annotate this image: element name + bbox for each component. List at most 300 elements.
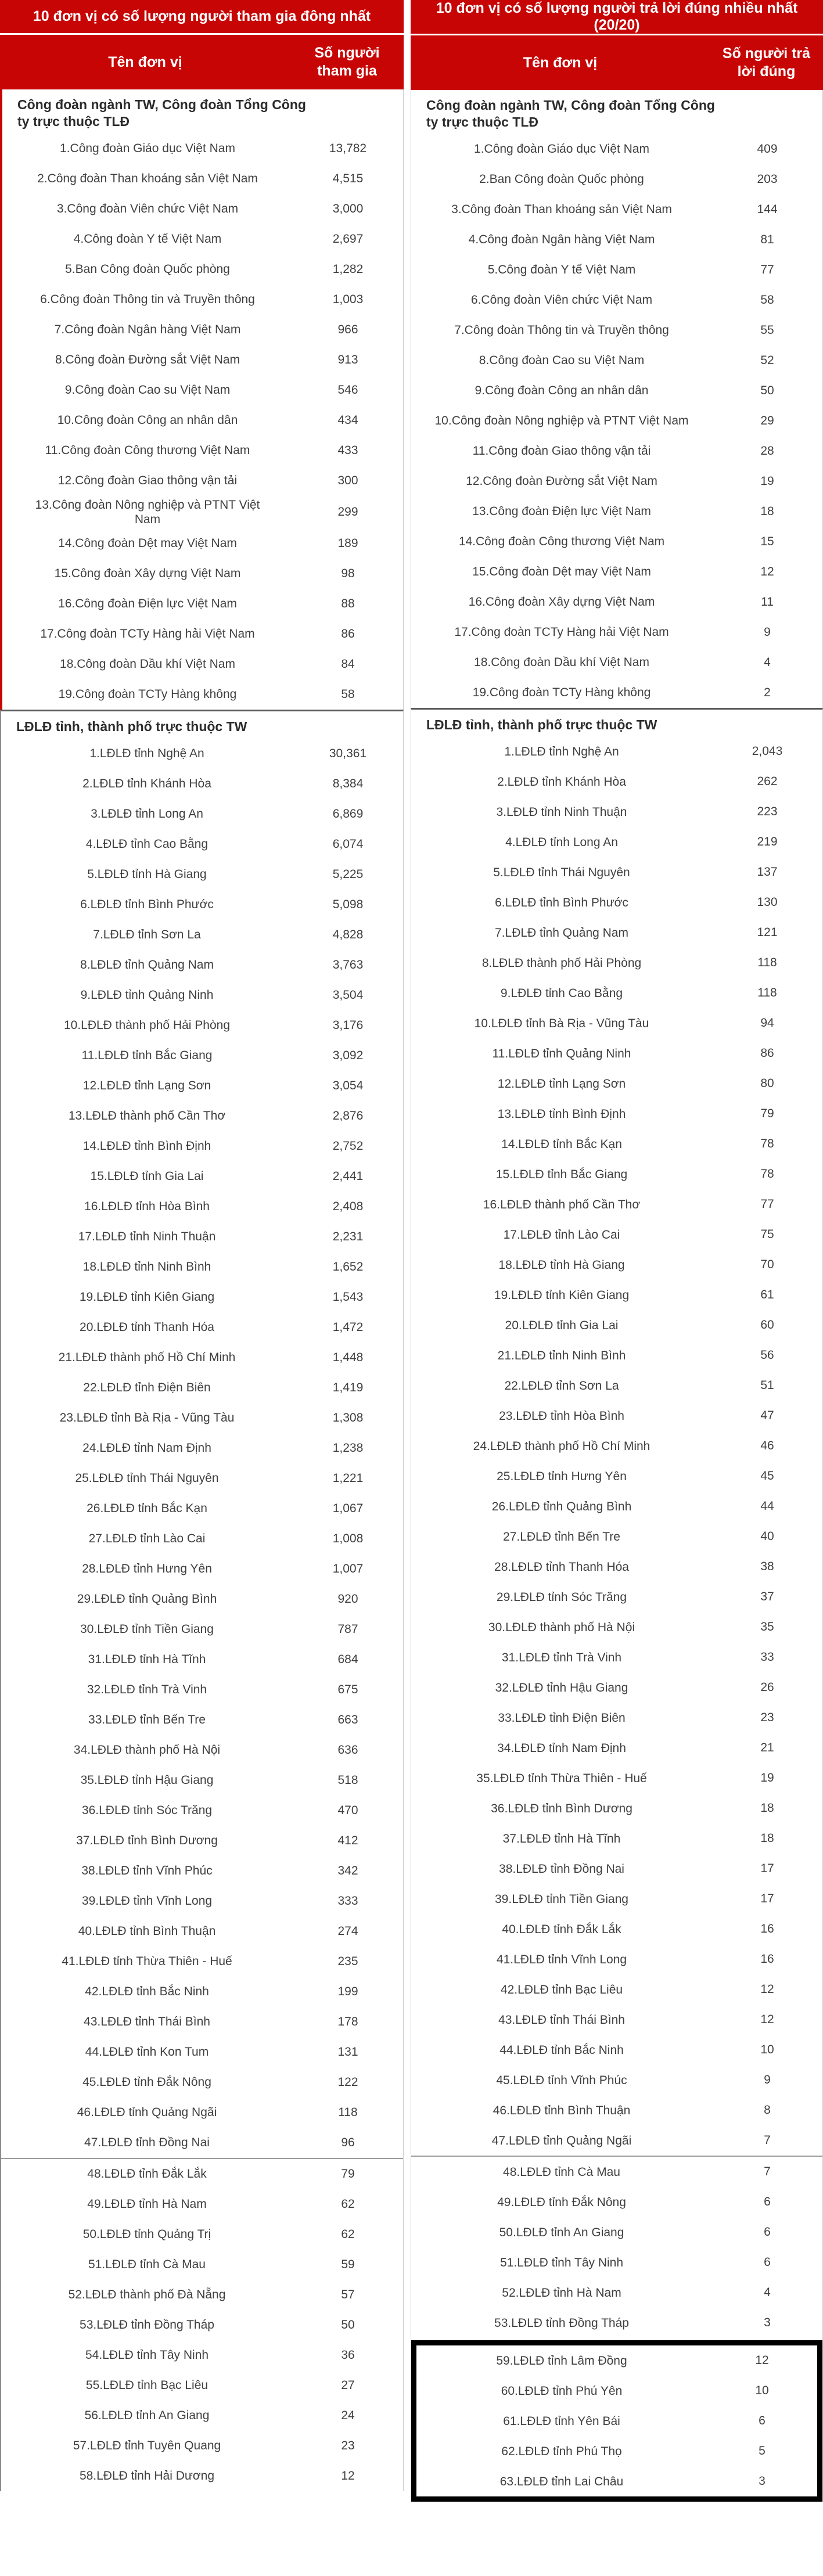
value-cell: 342 <box>337 1863 358 1877</box>
value-cell: 29 <box>760 413 774 427</box>
table-row <box>2 649 403 679</box>
section-rows <box>411 736 822 2338</box>
value-cell: 675 <box>337 1682 358 1696</box>
table-row <box>1 1916 403 1947</box>
value-cell: 56 <box>760 1348 774 1362</box>
value-cell: 2,697 <box>332 232 364 246</box>
value-cell: 6,074 <box>332 837 364 851</box>
value-cell: 118 <box>757 986 777 1000</box>
table-row <box>1 1041 403 1071</box>
value-cell: 70 <box>760 1258 774 1272</box>
value-cell: 920 <box>337 1592 358 1606</box>
unit-name-cell: 63.LĐLĐ tỉnh Lai Châu <box>499 2474 624 2488</box>
unit-name-cell: 4.LĐLĐ tỉnh Cao Bằng <box>85 837 209 851</box>
unit-name-cell: 24.LĐLĐ thành phố Hồ Chí Minh <box>473 1439 651 1453</box>
unit-name-cell: 57.LĐLĐ tỉnh Tuyên Quang <box>73 2439 221 2453</box>
table-row <box>1 799 403 829</box>
value-cell: 2,752 <box>332 1139 364 1153</box>
table-row <box>2 436 403 466</box>
unit-name-cell: 3.LĐLĐ tỉnh Ninh Thuận <box>496 805 627 819</box>
value-cell: 10 <box>755 2384 769 2398</box>
table-row <box>411 2005 822 2035</box>
value-cell: 37 <box>760 1590 774 1604</box>
table-row <box>411 557 822 587</box>
value-cell: 1,652 <box>332 1260 364 1273</box>
table-row <box>1 1343 403 1373</box>
unit-name-cell: 31.LĐLĐ tỉnh Trà Vinh <box>501 1650 622 1664</box>
table-row <box>416 2345 817 2376</box>
value-cell: 16 <box>760 1952 774 1966</box>
value-cell: 3 <box>764 2316 771 2330</box>
column-header-unit-name: Tên đơn vị <box>523 54 598 71</box>
value-cell: 1,221 <box>332 1471 364 1485</box>
unit-name-cell: 17.Công đoàn TCTy Hàng hải Việt Nam <box>454 625 669 639</box>
table-row <box>411 887 822 918</box>
unit-name-cell: 52.LĐLĐ tỉnh Hà Nam <box>502 2286 621 2300</box>
value-cell: 2,043 <box>752 744 783 758</box>
table-row <box>411 948 822 978</box>
column-header-unit-name: Tên đơn vị <box>108 53 182 70</box>
column-header-participant-count: Số người tham gia <box>314 44 380 79</box>
unit-name-cell: 29.LĐLĐ tỉnh Sóc Trăng <box>496 1590 627 1604</box>
unit-name-cell: 44.LĐLĐ tỉnh Bắc Ninh <box>499 2043 624 2057</box>
value-cell: 966 <box>337 322 358 336</box>
table-row <box>411 2278 822 2308</box>
value-cell: 4,828 <box>332 927 364 941</box>
unit-name-cell: 14.LĐLĐ tỉnh Bình Định <box>82 1139 211 1153</box>
unit-name-cell: 19.LĐLĐ tỉnh Kiên Giang <box>494 1288 630 1302</box>
unit-name-cell: 18.Công đoàn Dầu khí Việt Nam <box>60 657 235 671</box>
value-cell: 144 <box>757 202 778 216</box>
unit-name-cell: 42.LĐLĐ tỉnh Bắc Ninh <box>85 1985 209 1999</box>
unit-name-cell: 12.Công đoàn Giao thông vận tải <box>57 473 238 487</box>
table-row <box>411 1370 822 1401</box>
correct-answers-table <box>411 0 823 2502</box>
table-row <box>1 2067 403 2098</box>
value-cell: 1,238 <box>332 1441 364 1455</box>
value-cell: 15 <box>760 534 774 548</box>
table-row <box>1 1765 403 1796</box>
value-cell: 1,003 <box>332 292 364 306</box>
unit-name-cell: 2.Ban Công đoàn Quốc phòng <box>479 172 644 186</box>
table-row <box>1 2007 403 2037</box>
table-row <box>411 857 822 887</box>
table-row <box>1 950 403 980</box>
table-row <box>411 1280 822 1310</box>
table-row <box>1 920 403 950</box>
table-row <box>411 2125 822 2157</box>
value-cell: 12 <box>760 564 774 578</box>
table-row <box>2 194 403 224</box>
table-row <box>1 829 403 859</box>
table-row <box>1 2128 403 2159</box>
table-row <box>411 1974 822 2005</box>
table-row <box>1 1403 403 1433</box>
highlighted-rows <box>416 2345 817 2496</box>
table-row <box>411 285 822 315</box>
table-row <box>411 2187 822 2217</box>
unit-name-cell: 10.LĐLĐ tỉnh Bà Rịa - Vũng Tàu <box>474 1016 649 1030</box>
table-row <box>2 496 403 528</box>
value-cell: 2,408 <box>332 1199 364 1213</box>
unit-name-cell: 9.Công đoàn Công an nhân dân <box>475 383 649 397</box>
value-cell: 6 <box>759 2414 766 2428</box>
value-cell: 684 <box>337 1652 358 1666</box>
value-cell: 2,441 <box>332 1169 364 1183</box>
value-cell: 3,504 <box>332 988 364 1002</box>
table-row <box>411 678 822 708</box>
value-cell: 189 <box>337 536 358 550</box>
table-row <box>2 589 403 619</box>
value-cell: 130 <box>757 895 778 909</box>
unit-name-cell: 5.LĐLĐ tỉnh Thái Nguyên <box>493 865 630 879</box>
table-row <box>1 1645 403 1675</box>
unit-name-cell: 23.LĐLĐ tỉnh Bà Rịa - Vũng Tàu <box>59 1411 235 1425</box>
table-row <box>411 164 822 195</box>
value-cell: 3,092 <box>332 1048 364 1062</box>
table-row <box>1 2098 403 2128</box>
value-cell: 45 <box>760 1469 774 1483</box>
unit-name-cell: 40.LĐLĐ tỉnh Bình Thuận <box>78 1924 216 1938</box>
section-central-unions <box>0 89 404 710</box>
value-cell: 19 <box>760 1771 774 1785</box>
section-header: Công đoàn ngành TW, Công đoàn Tổng Công ty trực thuộc TLĐ <box>17 97 306 129</box>
unit-name-cell: 36.LĐLĐ tỉnh Bình Dương <box>491 1801 632 1815</box>
table-row <box>411 1552 822 1582</box>
value-cell: 5,225 <box>332 867 364 881</box>
unit-name-cell: 25.LĐLĐ tỉnh Hưng Yên <box>497 1469 627 1483</box>
table-row <box>1 2461 403 2491</box>
table-row <box>411 1582 822 1612</box>
column-header-correct-count: Số người trả lời đúng <box>722 45 811 80</box>
table-row <box>1 1010 403 1041</box>
unit-name-cell: 4.Công đoàn Y tế Việt Nam <box>73 232 222 246</box>
value-cell: 546 <box>337 383 358 397</box>
table-row <box>411 918 822 948</box>
value-cell: 1,007 <box>332 1562 364 1575</box>
value-cell: 5,098 <box>332 897 364 911</box>
table-row <box>411 797 822 827</box>
value-cell: 118 <box>757 956 777 970</box>
table-row <box>1 1312 403 1343</box>
unit-name-cell: 6.Công đoàn Viên chức Việt Nam <box>470 293 653 307</box>
unit-name-cell: 3.Công đoàn Than khoáng sản Việt Nam <box>451 202 672 216</box>
value-cell: 1,543 <box>332 1290 364 1304</box>
table-row <box>1 2401 403 2431</box>
value-cell: 35 <box>760 1620 774 1634</box>
value-cell: 27 <box>341 2378 355 2392</box>
unit-name-cell: 34.LĐLĐ tỉnh Nam Định <box>497 1741 626 1755</box>
unit-name-cell: 18.LĐLĐ tỉnh Hà Giang <box>498 1258 625 1272</box>
value-cell: 8 <box>764 2103 771 2117</box>
unit-name-cell: 14.Công đoàn Dệt may Việt Nam <box>58 537 237 551</box>
unit-name-cell: 10.LĐLĐ thành phố Hải Phòng <box>63 1019 231 1032</box>
table-row <box>1 1131 403 1161</box>
table-row <box>411 827 822 857</box>
unit-name-cell: 29.LĐLĐ tỉnh Quảng Bình <box>77 1592 217 1606</box>
value-cell: 9 <box>764 2073 771 2087</box>
unit-name-cell: 8.Công đoàn Cao su Việt Nam <box>479 353 645 367</box>
value-cell: 199 <box>337 1984 358 1998</box>
unit-name-cell: 13.LĐLĐ thành phố Cần Thơ <box>68 1109 226 1123</box>
unit-name-cell: 9.LĐLĐ tỉnh Quảng Ninh <box>80 988 214 1002</box>
unit-name-cell: 45.LĐLĐ tỉnh Đắk Nông <box>82 2075 211 2089</box>
value-cell: 121 <box>757 926 778 940</box>
unit-name-cell: 37.LĐLĐ tỉnh Hà Tĩnh <box>502 1832 621 1845</box>
unit-name-cell: 11.Công đoàn Giao thông vận tải <box>472 444 651 458</box>
value-cell: 262 <box>757 775 778 789</box>
unit-name-cell: 47.LĐLĐ tỉnh Quảng Ngãi <box>491 2134 632 2147</box>
unit-name-cell: 49.LĐLĐ tỉnh Đắk Nông <box>497 2195 626 2209</box>
value-cell: 86 <box>760 1046 774 1060</box>
unit-name-cell: 37.LĐLĐ tỉnh Bình Dương <box>76 1834 218 1848</box>
value-cell: 412 <box>337 1833 358 1847</box>
unit-name-cell: 41.LĐLĐ tỉnh Thừa Thiên - Huế <box>62 1955 232 1969</box>
unit-name-cell: 59.LĐLĐ tỉnh Lâm Đồng <box>496 2354 627 2368</box>
table-row <box>411 1038 822 1068</box>
value-cell: 299 <box>337 505 358 519</box>
value-cell: 8,384 <box>332 776 364 790</box>
unit-name-cell: 15.LĐLĐ tỉnh Bắc Giang <box>495 1167 628 1181</box>
value-cell: 433 <box>337 443 358 457</box>
value-cell: 6,869 <box>332 807 364 821</box>
unit-name-cell: 11.LĐLĐ tỉnh Quảng Ninh <box>492 1046 631 1060</box>
table-row <box>411 1672 822 1703</box>
unit-name-cell: 9.Công đoàn Cao su Việt Nam <box>64 383 231 397</box>
table-row <box>411 587 822 617</box>
unit-name-cell: 3.Công đoàn Viên chức Việt Nam <box>56 202 239 215</box>
unit-name-cell: 50.LĐLĐ tỉnh Quảng Trị <box>82 2228 211 2242</box>
table-row <box>411 1884 822 1914</box>
unit-name-cell: 12.Công đoàn Đường sắt Việt Nam <box>466 474 657 488</box>
correct-answers-table-column-header <box>411 35 823 90</box>
table-row <box>1 1584 403 1614</box>
table-row <box>1 2280 403 2310</box>
unit-name-cell: 16.LĐLĐ tỉnh Hòa Bình <box>84 1200 210 1214</box>
value-cell: 2,231 <box>332 1229 364 1243</box>
unit-name-cell: 25.LĐLĐ tỉnh Thái Nguyên <box>75 1472 219 1485</box>
unit-name-cell: 3.LĐLĐ tỉnh Long An <box>91 807 203 821</box>
table-row <box>1 1826 403 1856</box>
table-row <box>411 978 822 1008</box>
value-cell: 51 <box>760 1379 774 1393</box>
unit-name-cell: 53.LĐLĐ tỉnh Đồng Tháp <box>80 2318 214 2332</box>
value-cell: 40 <box>760 1530 774 1544</box>
unit-name-cell: 7.Công đoàn Ngân hàng Việt Nam <box>54 322 241 336</box>
value-cell: 46 <box>760 1439 774 1453</box>
value-cell: 81 <box>760 232 774 246</box>
table-row <box>1 1282 403 1312</box>
participants-table-column-header <box>0 35 404 89</box>
table-row <box>411 1008 822 1038</box>
value-cell: 178 <box>337 2014 358 2028</box>
value-cell: 38 <box>760 1560 774 1574</box>
unit-name-cell: 42.LĐLĐ tỉnh Bạc Liêu <box>500 1983 623 1996</box>
unit-name-cell: 46.LĐLĐ tỉnh Quảng Ngãi <box>77 2106 217 2120</box>
value-cell: 94 <box>760 1016 774 1030</box>
table-row <box>1 1373 403 1403</box>
table-row <box>411 1401 822 1431</box>
unit-name-cell: 53.LĐLĐ tỉnh Đồng Tháp <box>494 2316 629 2330</box>
value-cell: 3 <box>759 2474 766 2488</box>
value-cell: 409 <box>757 142 778 156</box>
value-cell: 6 <box>764 2225 771 2239</box>
table-row <box>1 1463 403 1494</box>
value-cell: 663 <box>337 1712 358 1726</box>
unit-name-cell: 31.LĐLĐ tỉnh Hà Tĩnh <box>88 1653 206 1667</box>
value-cell: 1,067 <box>332 1501 364 1515</box>
value-cell: 79 <box>760 1107 774 1121</box>
value-cell: 4,515 <box>332 171 364 185</box>
unit-name-cell: 6.LĐLĐ tỉnh Bình Phước <box>80 898 214 912</box>
unit-name-cell: 15.Công đoàn Xây dựng Việt Nam <box>54 567 241 581</box>
unit-name-cell: 28.LĐLĐ tỉnh Thanh Hóa <box>494 1560 629 1574</box>
table-row <box>411 1703 822 1733</box>
value-cell: 61 <box>760 1288 774 1302</box>
unit-name-cell: 15.Công đoàn Dệt may Việt Nam <box>472 564 651 578</box>
table-row <box>411 2217 822 2247</box>
value-cell: 333 <box>337 1894 358 1908</box>
table-row <box>1 1494 403 1524</box>
value-cell: 60 <box>760 1318 774 1332</box>
table-row <box>1 1856 403 1886</box>
table-row <box>411 376 822 406</box>
unit-name-cell: 7.LĐLĐ tỉnh Sơn La <box>93 928 201 942</box>
unit-name-cell: 28.LĐLĐ tỉnh Hưng Yên <box>82 1562 212 1576</box>
participants-table-title: 10 đơn vị có số lượng người tham gia đông nhất <box>0 0 404 35</box>
unit-name-cell: 35.LĐLĐ tỉnh Hậu Giang <box>80 1773 214 1787</box>
unit-name-cell: 15.LĐLĐ tỉnh Gia Lai <box>90 1170 204 1183</box>
table-row <box>1 1071 403 1101</box>
table-row <box>1 2219 403 2250</box>
unit-name-cell: 5.Công đoàn Y tế Việt Nam <box>487 262 636 276</box>
table-row <box>2 559 403 589</box>
value-cell: 10 <box>760 2043 774 2057</box>
unit-name-cell: 47.LĐLĐ tỉnh Đồng Nai <box>84 2136 210 2150</box>
table-row <box>1 739 403 769</box>
unit-name-cell: 18.LĐLĐ tỉnh Ninh Bình <box>82 1260 211 1274</box>
table-row <box>1 1947 403 1977</box>
table-row <box>1 1252 403 1282</box>
value-cell: 300 <box>337 473 358 487</box>
section-central-unions <box>411 90 823 708</box>
unit-name-cell: 19.Công đoàn TCTy Hàng không <box>472 685 651 699</box>
table-row <box>411 1521 822 1552</box>
table-row <box>1 769 403 799</box>
unit-name-cell: 5.Ban Công đoàn Quốc phòng <box>65 262 230 276</box>
value-cell: 26 <box>760 1681 774 1694</box>
unit-name-cell: 14.LĐLĐ tỉnh Bắc Kạn <box>501 1137 622 1151</box>
unit-name-cell: 2.LĐLĐ tỉnh Khánh Hòa <box>497 775 626 789</box>
value-cell: 11 <box>761 595 774 609</box>
unit-name-cell: 62.LĐLĐ tỉnh Phú Thọ <box>501 2444 622 2458</box>
unit-name-cell: 1.Công đoàn Giáo dục Việt Nam <box>60 141 235 155</box>
unit-name-cell: 30.LĐLĐ tỉnh Tiền Giang <box>80 1622 214 1636</box>
unit-name-cell: 27.LĐLĐ tỉnh Bến Tre <box>503 1530 620 1544</box>
unit-name-cell: 39.LĐLĐ tỉnh Tiền Giang <box>495 1892 628 1906</box>
table-row <box>411 767 822 797</box>
unit-name-cell: 27.LĐLĐ tỉnh Lào Cai <box>88 1532 206 1546</box>
unit-name-cell: 19.Công đoàn TCTy Hàng không <box>58 688 237 701</box>
value-cell: 33 <box>760 1650 774 1664</box>
unit-name-cell: 52.LĐLĐ thành phố Đà Nẵng <box>68 2288 226 2302</box>
value-cell: 235 <box>337 1954 358 1968</box>
unit-name-cell: 60.LĐLĐ tỉnh Phú Yên <box>501 2384 623 2398</box>
value-cell: 28 <box>760 444 774 458</box>
unit-name-cell: 54.LĐLĐ tỉnh Tây Ninh <box>85 2348 209 2362</box>
unit-name-cell: 19.LĐLĐ tỉnh Kiên Giang <box>79 1290 215 1304</box>
table-row <box>411 346 822 376</box>
table-row <box>411 497 822 527</box>
value-cell: 17 <box>760 1862 774 1876</box>
unit-name-cell: 7.LĐLĐ tỉnh Quảng Nam <box>495 926 628 940</box>
value-cell: 6 <box>764 2195 771 2209</box>
table-row <box>411 1219 822 1250</box>
table-row <box>411 1763 822 1793</box>
unit-name-cell: 48.LĐLĐ tỉnh Cà Mau <box>503 2165 620 2179</box>
table-row <box>1 2189 403 2219</box>
unit-name-cell: 32.LĐLĐ tỉnh Hậu Giang <box>495 1681 628 1694</box>
value-cell: 80 <box>760 1077 774 1091</box>
unit-name-cell: 6.Công đoàn Thông tin và Truyền thông <box>40 292 255 306</box>
value-cell: 79 <box>341 2167 355 2181</box>
table-row <box>411 1491 822 1521</box>
value-cell: 636 <box>337 1743 358 1757</box>
value-cell: 19 <box>760 474 774 488</box>
table-row <box>411 617 822 647</box>
unit-name-cell: 12.LĐLĐ tỉnh Lạng Sơn <box>82 1079 211 1093</box>
unit-name-cell: 43.LĐLĐ tỉnh Thái Bình <box>84 2015 210 2029</box>
table-row <box>1 1222 403 1252</box>
unit-name-cell: 40.LĐLĐ tỉnh Đắk Lắk <box>502 1922 621 1936</box>
unit-name-cell: 26.LĐLĐ tỉnh Bắc Kạn <box>87 1502 207 1516</box>
value-cell: 1,008 <box>332 1531 364 1545</box>
table-row <box>411 2065 822 2095</box>
table-row <box>411 1944 822 1974</box>
unit-name-cell: 2.Công đoàn Than khoáng sản Việt Nam <box>37 171 258 185</box>
unit-name-cell: 41.LĐLĐ tỉnh Vĩnh Long <box>496 1952 627 1966</box>
unit-name-cell: 4.Công đoàn Ngân hàng Việt Nam <box>468 232 655 246</box>
value-cell: 52 <box>760 353 774 367</box>
value-cell: 1,308 <box>332 1411 364 1424</box>
table-row <box>411 1340 822 1370</box>
table-row <box>416 2466 817 2496</box>
table-row <box>411 1189 822 1219</box>
participants-table <box>0 0 404 2502</box>
value-cell: 5 <box>759 2444 766 2458</box>
value-cell: 21 <box>760 1741 774 1755</box>
table-row <box>411 527 822 557</box>
unit-name-cell: 39.LĐLĐ tỉnh Vĩnh Long <box>81 1894 213 1908</box>
table-row <box>411 1461 822 1491</box>
unit-name-cell: 12.LĐLĐ tỉnh Lạng Sơn <box>497 1077 626 1091</box>
table-row <box>411 315 822 346</box>
section-header: Công đoàn ngành TW, Công đoàn Tổng Công ty trực thuộc TLĐ <box>426 98 715 129</box>
table-row <box>1 1796 403 1826</box>
section-provincial-federations <box>0 710 404 2491</box>
table-row <box>416 2406 817 2436</box>
table-row <box>411 1068 822 1099</box>
value-cell: 78 <box>760 1137 774 1151</box>
table-row <box>411 225 822 255</box>
unit-name-cell: 43.LĐLĐ tỉnh Thái Bình <box>498 2013 625 2027</box>
table-row <box>411 647 822 678</box>
value-cell: 274 <box>337 1924 358 1938</box>
value-cell: 24 <box>341 2408 355 2422</box>
table-row <box>411 1914 822 1944</box>
unit-name-cell: 16.Công đoàn Xây dựng Việt Nam <box>468 595 655 609</box>
unit-name-cell: 51.LĐLĐ tỉnh Cà Mau <box>88 2258 206 2272</box>
